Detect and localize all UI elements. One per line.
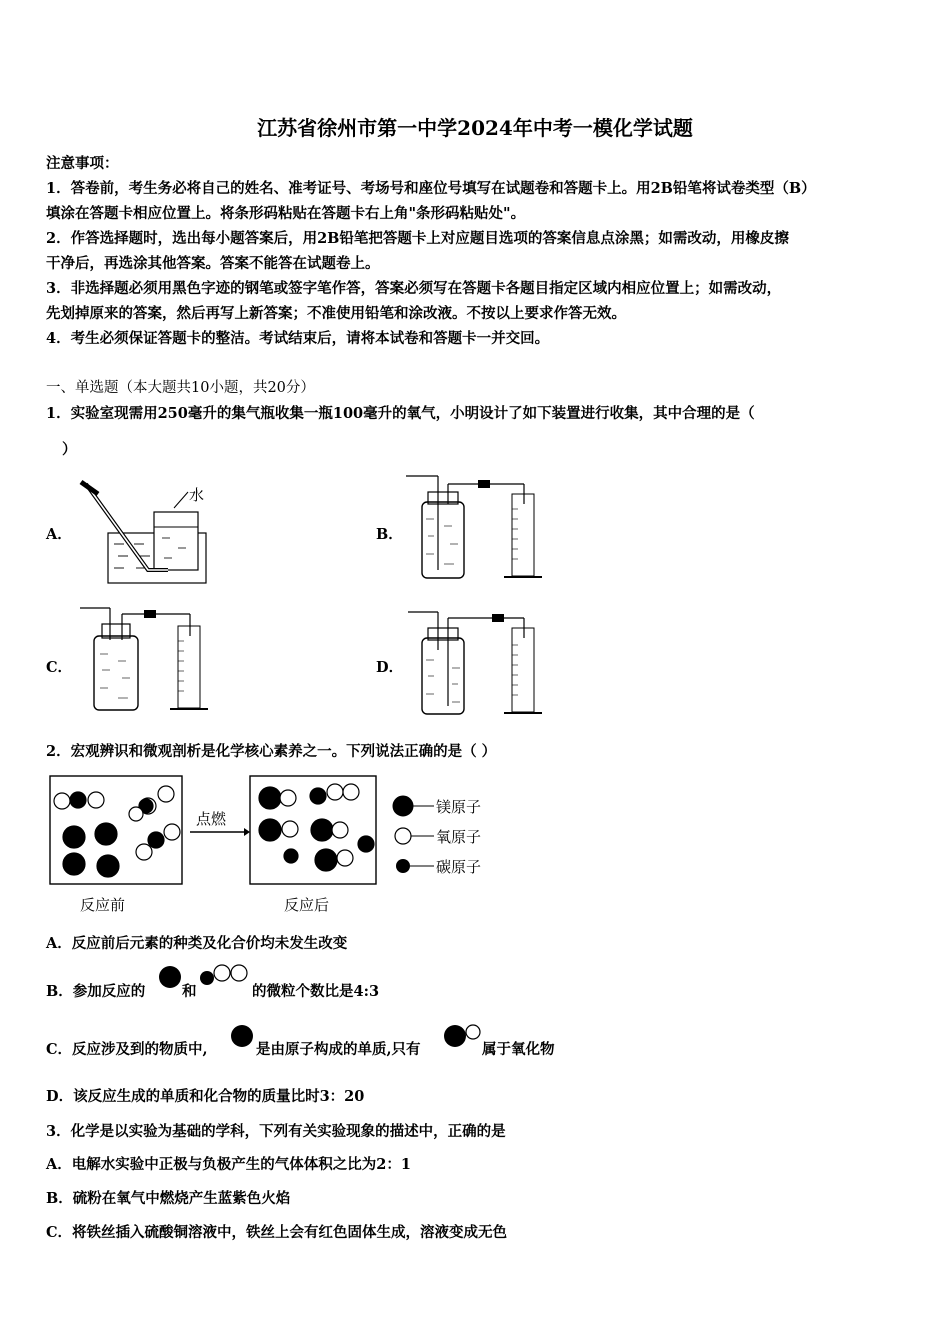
mg-atom-icon bbox=[158, 964, 182, 990]
apparatus-b-figure bbox=[404, 474, 544, 584]
q1-stem-end: ） bbox=[62, 441, 77, 458]
q2-option-c-post: 属于氧化物 bbox=[482, 1041, 555, 1058]
apparatus-c-figure bbox=[78, 606, 218, 716]
notice-line: 1．答卷前，考生务必将自己的姓名、准考证号、考场号和座位号填写在试题卷和答题卡上。用2B铅笔将试卷类型（B） bbox=[46, 180, 816, 197]
notice-line: 4．考生必须保证答题卡的整洁。考试结束后，请将本试卷和答题卡一并交回。 bbox=[46, 330, 550, 347]
after-label: 反应后 bbox=[284, 896, 330, 914]
q1-option-d-label: D． bbox=[376, 659, 404, 676]
legend-o: 氧原子 bbox=[436, 828, 482, 846]
q3-option-a: A．电解水实验中正极与负极产生的气体体积之比为2：1 bbox=[46, 1156, 411, 1173]
q3-option-c: C．将铁丝插入硫酸铜溶液中，铁丝上会有红色固体生成，溶液变成无色 bbox=[46, 1224, 508, 1241]
legend-c: 碳原子 bbox=[436, 858, 482, 876]
apparatus-a-figure bbox=[78, 478, 218, 586]
q2-option-b-post: 的微粒个数比是4:3 bbox=[252, 983, 380, 1000]
q3-stem: 3．化学是以实验为基础的学科，下列有关实验现象的描述中，正确的是 bbox=[46, 1123, 506, 1140]
notice-line: 3．非选择题必须用黑色字迹的钢笔或签字笔作答，答案必须写在答题卡各题目指定区域内相应位置上；如需改动， bbox=[46, 280, 782, 297]
q2-option-b-pre: B．参加反应的 bbox=[46, 983, 146, 1000]
before-label: 反应前 bbox=[80, 896, 126, 914]
notice-line: 先划掉原来的答案，然后再写上新答案；不准使用铅笔和涂改液。不按以上要求作答无效。 bbox=[46, 305, 626, 322]
water-label: 水 bbox=[189, 486, 205, 504]
page-title: 江苏省徐州市第一中学2024年中考一模化学试题 bbox=[257, 116, 693, 140]
q2-option-c-mid: 是由原子构成的单质,只有 bbox=[256, 1041, 421, 1058]
q2-option-d: D．该反应生成的单质和化合物的质量比时3：20 bbox=[46, 1088, 365, 1105]
notice-line: 干净后，再选涂其他答案。答案不能答在试题卷上。 bbox=[46, 255, 380, 272]
section-heading: 一、单选题（本大题共10小题，共20分） bbox=[46, 380, 315, 396]
notice-heading: 注意事项： bbox=[46, 155, 119, 172]
reaction-diagram bbox=[48, 774, 508, 918]
legend-mg: 镁原子 bbox=[436, 798, 482, 816]
mg-atom-icon bbox=[230, 1022, 254, 1050]
q1-option-b-label: B． bbox=[376, 526, 403, 543]
mgo-molecule-icon bbox=[443, 1022, 483, 1050]
q1-option-a-label: A． bbox=[46, 526, 72, 543]
notice-line: 2．作答选择题时，选出每小题答案后，用2B铅笔把答题卡上对应题目选项的答案信息点涂黑；如需改动，用橡皮擦 bbox=[46, 230, 789, 247]
arrow-label: 点燃 bbox=[196, 810, 227, 828]
notice-line: 填涂在答题卡相应位置上。将条形码粘贴在答题卡右上角"条形码粘贴处"。 bbox=[46, 205, 526, 222]
q1-option-c-label: C． bbox=[46, 659, 73, 676]
q3-option-b: B．硫粉在氧气中燃烧产生蓝紫色火焰 bbox=[46, 1190, 291, 1207]
co2-molecule-icon bbox=[198, 964, 252, 988]
q2-option-c-pre: C．反应涉及到的物质中, bbox=[46, 1041, 208, 1058]
q2-option-b-mid: 和 bbox=[182, 983, 197, 1000]
q2-option-a: A．反应前后元素的种类及化合价均未发生改变 bbox=[46, 935, 348, 952]
q1-stem: 1．实验室现需用250毫升的集气瓶收集一瓶100毫升的氧气，小明设计了如下装置进行收集，其中合理的是（ bbox=[46, 405, 755, 422]
apparatus-d-figure bbox=[404, 610, 544, 720]
q2-stem: 2．宏观辨识和微观剖析是化学核心素养之一。下列说法正确的是（ ） bbox=[46, 743, 497, 760]
legend bbox=[393, 796, 481, 876]
